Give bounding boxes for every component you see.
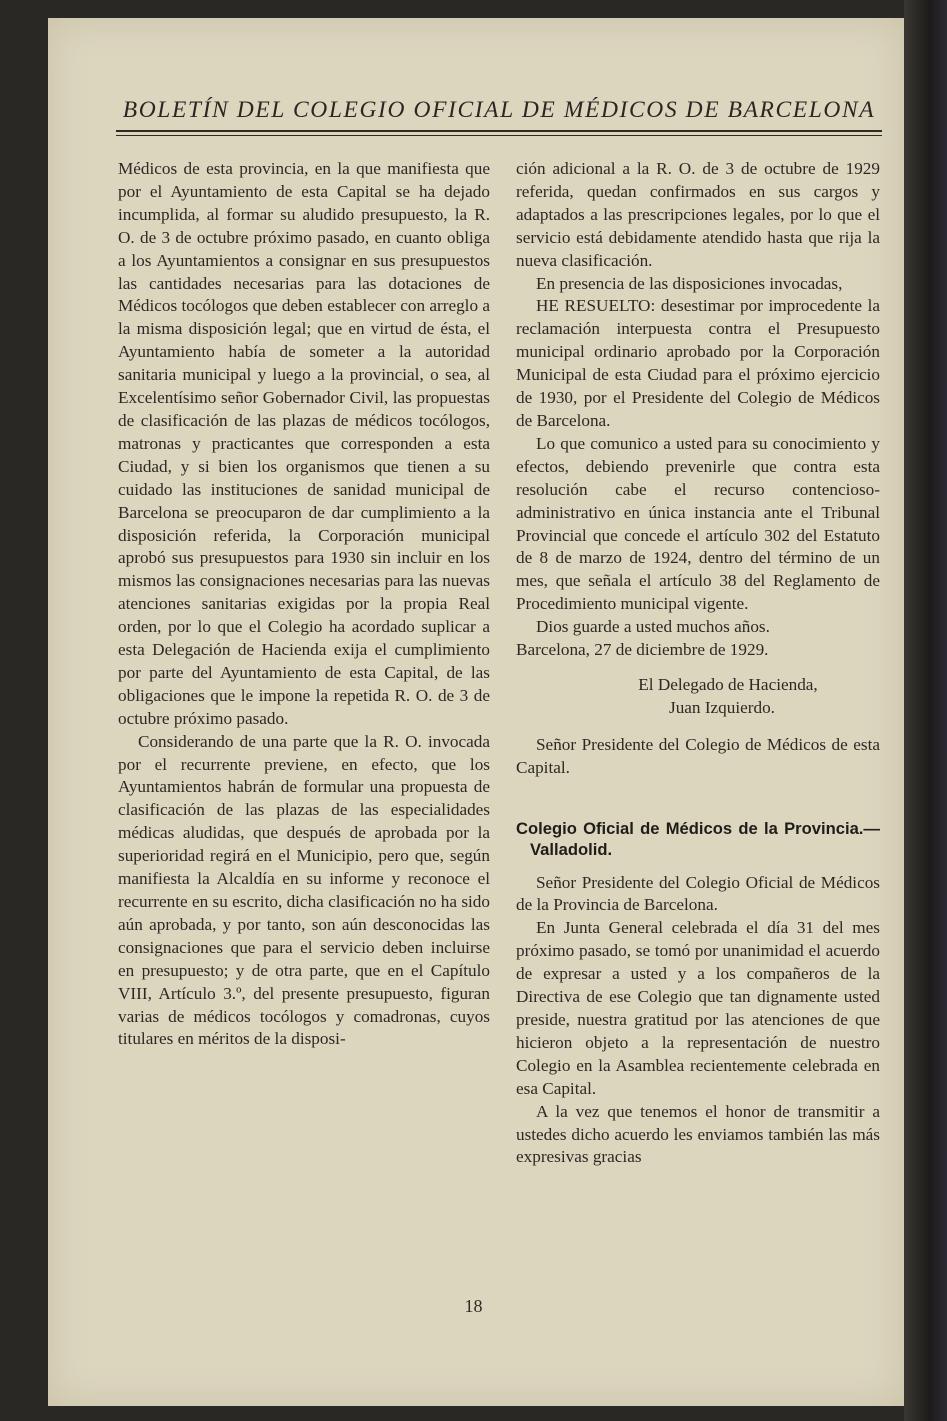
addressee: Señor Presidente del Colegio Oficial de Médicos de la Provincia de Barcelona.: [516, 872, 880, 915]
left-column: [118, 158, 490, 1051]
header-rule-thin: [116, 135, 882, 136]
paragraph: Médicos de esta provincia, en la que manifiesta que por el Ayuntamiento de esta Capital se ha dejado incumplida, al formar su aludido presupuesto, la R. O. de 3 de octubre próximo pasado, en cuanto obliga a los Ayuntamientos a consignar en sus presupuestos las cantidades necesarias para las dotaciones de Médicos tocólogos que deben establecer con arreglo a la misma disposición legal; que en virtud de ésta, el Ayuntamiento había de someter a la autoridad sanitaria municipal y luego a la provincial, o sea, al Excelentísimo señor Gobernador Civil, las propuestas de clasificación de las plazas de médicos tocólogos, matronas y practicantes que corresponden a esta Ciudad, y si bien los organismos que tienen a su cuidado las instituciones de sanidad municipal de Barcelona se preocuparon de dar cumplimiento a la disposición referida, la Corporación municipal aprobó sus presupuestos para 1930 sin incluir en los mismos las consignaciones necesarias para las nuevas atenciones sanitarias exigidas por la propia Real orden, por lo que el Colegio ha acordado suplicar a esta Delegación de Hacienda exija el cumplimiento por parte del Ayuntamiento de esta Capital, de las obligaciones que le impone la repetida R. O. de 3 de octubre próximo pasado.: [118, 159, 490, 728]
paragraph: En Junta General celebrada el día 31 del mes próximo pasado, se tomó por unanimidad el acuerdo de expresar a usted y a los compañeros de la Directiva de ese Colegio que tan dignamente usted preside, nuestra gratitud por las atenciones de que hicieron objeto a la representación de nuestro Colegio en la Asamblea recientemente celebrada en esa Capital.: [516, 918, 880, 1098]
addressee: Señor Presidente del Colegio de Médicos de esta Capital.: [516, 734, 880, 777]
closing-line: Dios guarde a usted muchos años.: [536, 617, 770, 637]
paragraph: Lo que comunico a usted para su conocimiento y efectos, debiendo prevenirle que contra esta resolución cabe el recurso contencioso-administrativo en única instancia ante el Tribunal Provincial que concede el artículo 302 del Estatuto de 8 de marzo de 1924, dentro del término de un mes, que señala el artículo 38 del Reglamento de Procedimiento municipal vigente.: [516, 433, 880, 614]
right-column: [516, 158, 880, 1169]
paragraph: En presencia de las disposiciones invocadas,: [536, 273, 843, 293]
page-number: 18: [464, 1296, 483, 1316]
signature-name: Juan Izquierdo.: [669, 697, 775, 717]
resolution-paragraph: HE RESUELTO: desestimar por improcedente la reclamación interpuesta contra el Presupuesto municipal ordinario aprobado por la Corporación Municipal de esta Ciudad para el próximo ejercicio de 1930, por el Presidente del Colegio de Médicos de Barcelona.: [516, 296, 880, 430]
paragraph: ción adicional a la R. O. de 3 de octubre de 1929 referida, quedan confirmados en sus cargos y adaptados a las prescripciones legales, por lo que el servicio está debidamente atendido hasta que rija la nueva clasificación.: [516, 159, 880, 270]
paragraph: Considerando de una parte que la R. O. invocada por el recurrente previene, en efecto, que los Ayuntamientos habrán de formular una propuesta de clasificación de las plazas de las especialidades médicas aludidas, que después de aprobada por la superioridad regirá en el Municipio, pero que, según manifiesta la Alcaldía en su informe y reconoce el recurrente en su escrito, dicha clasificación no ha sido aún aprobada, y por tanto, son aún desconocidas las consignaciones que para el servicio deben incluirse en presupuesto; y de otra parte, que en el Capítulo VIII, Artículo 3.º, del presente presupuesto, figuran varias de médicos tocólogos y comadronas, cuyos titulares en méritos de la disposi-: [118, 731, 490, 1049]
page-header-title: BOLETÍN DEL COLEGIO OFICIAL DE MÉDICOS DE BARCELONA: [122, 97, 876, 123]
date-line: Barcelona, 27 de diciembre de 1929.: [516, 640, 769, 660]
book-edge: [904, 0, 947, 1421]
signature-title: El Delegado de Hacienda,: [638, 674, 818, 694]
section-heading: Colegio Oficial de Médicos de la Provincia.—Valladolid.: [516, 818, 880, 859]
header-rule-thick: [116, 130, 882, 132]
paragraph: A la vez que tenemos el honor de transmitir a ustedes dicho acuerdo les enviamos también las más expresivas gracias: [516, 1101, 880, 1167]
